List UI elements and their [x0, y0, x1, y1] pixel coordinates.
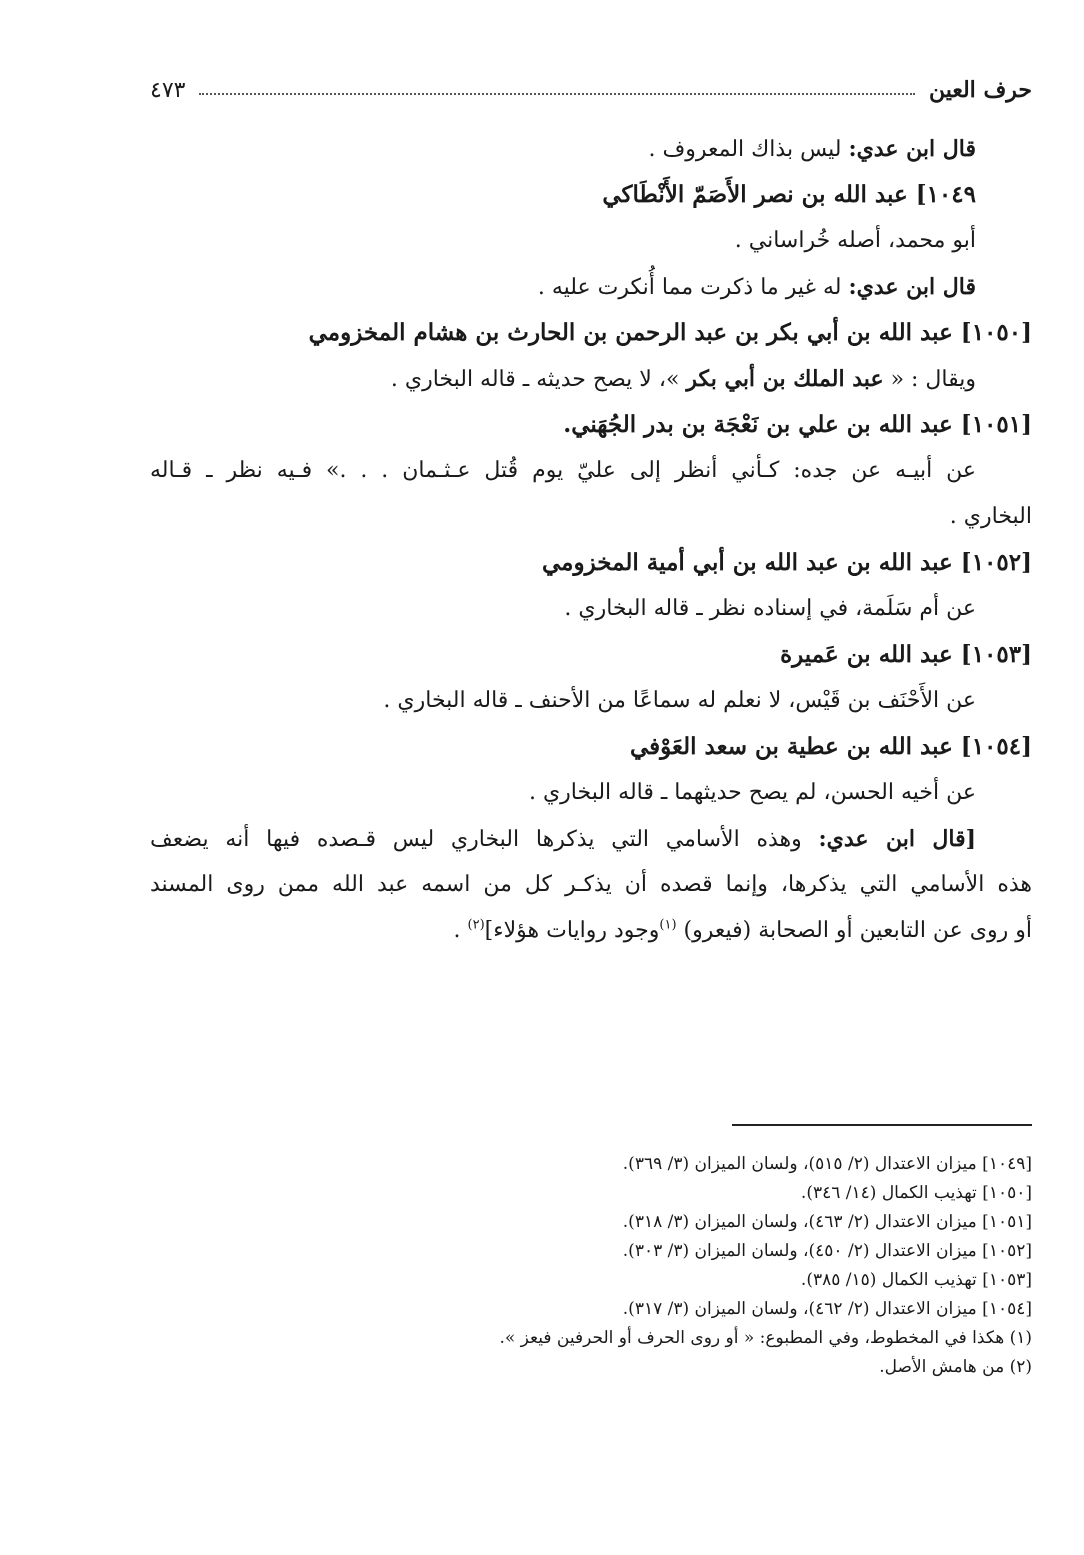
entry-heading-1054	[150, 724, 1032, 770]
text-line	[150, 264, 1032, 310]
line-text: وجود روايات هؤلاء]	[484, 918, 660, 943]
text-line	[150, 218, 1032, 264]
line-text: ويقال : «	[883, 367, 976, 392]
text-line	[150, 448, 1032, 494]
entry-heading-1053	[150, 632, 1032, 678]
line-text: عن الأَحْنَف بن قَيْس، لا نعلم له سماعًا من الأحنف ـ قاله البخاري .	[383, 688, 976, 713]
entry-heading-1051	[150, 402, 1032, 448]
entry-name: عبد الله بن عبد الله بن أبي أمية المخزومي	[541, 549, 961, 576]
entry-number: ١٠٥٣	[971, 641, 1022, 668]
text-line	[150, 494, 1032, 540]
entry-number: ١٠٥٢	[971, 549, 1022, 576]
footnote: [١٠٤٩] ميزان الاعتدال (٢/ ٥١٥)، ولسان الميزان (٣/ ٣٦٩).	[622, 1154, 1032, 1174]
entry-name: عبد الله بن عَميرة	[780, 641, 961, 668]
footnote: (١) هكذا في المخطوط، وفي المطبوع: « أو روى الحرف أو الحرفين فيعز ».	[499, 1328, 1032, 1348]
page-number: ٤٧٣	[150, 77, 186, 103]
entry-bracket-close: ]	[960, 733, 972, 760]
entry-number: ١٠٥١	[971, 411, 1022, 438]
footnote: [١٠٥٢] ميزان الاعتدال (٢/ ٤٥٠)، ولسان الميزان (٣/ ٣٠٣).	[622, 1241, 1032, 1261]
footnote: [١٠٥٠] تهذيب الكمال (١٤/ ٣٤٦).	[800, 1183, 1032, 1203]
entry-bracket-open: [	[1021, 549, 1032, 576]
footnotes	[150, 1150, 1032, 1382]
footnote-ref-2[interactable]: (٢)	[467, 917, 485, 933]
entry-name: عبد الله بن عطية بن سعد العَوْفي	[630, 733, 961, 760]
text-line	[150, 586, 1032, 632]
entry-heading-1052	[150, 540, 1032, 586]
entry-name: عبد الله بن أبي بكر بن عبد الرحمن بن الحارث بن هشام المخزومي	[308, 319, 961, 346]
text-line	[150, 126, 1032, 172]
entry-name: عبد الله بن نصر الأَصَمّ الأَنْطَاكي	[602, 181, 916, 208]
line-text: ليس بذاك المعروف .	[648, 137, 849, 162]
line-text: أبو محمد، أصله خُراساني .	[734, 228, 976, 253]
main-text	[150, 126, 1032, 954]
entry-heading-1050	[150, 310, 1032, 356]
line-text: عن أبيـه عن جده: كـأني أنظر إلى عليّ يوم قُتل عـثـمان . . .» فـيه نظر ـ قـاله	[150, 458, 976, 483]
text-line	[150, 356, 1032, 402]
text-line	[150, 908, 1032, 954]
entry-number: ١٠٥٤	[971, 733, 1022, 760]
line-text: عن أخيه الحسن، لم يصح حديثهما ـ قاله البخاري .	[528, 780, 976, 805]
entry-bracket-close: ]	[960, 411, 972, 438]
line-text: وهذه الأسامي التي يذكرها البخاري ليس قـصده فيها أنه يضعف	[150, 827, 819, 852]
footnote: [١٠٥٣] تهذيب الكمال (١٥/ ٣٨٥).	[800, 1270, 1032, 1290]
entry-number: ١٠٥٠	[971, 319, 1022, 346]
line-text: له غير ما ذكرت مما أُنكرت عليه .	[537, 275, 849, 300]
section-title: حرف العين	[928, 77, 1032, 103]
line-text: هذه الأسامي التي يذكرها، وإنما قصده أن يذكـر كل من اسمه عبد الله ممن روى المسند	[150, 872, 1032, 897]
alt-name: عبد الملك بن أبي بكر	[686, 366, 884, 392]
entry-name: عبد الله بن علي بن نَعْجَة بن بدر الجُهَني.	[563, 411, 961, 438]
footnote: (٢) من هامش الأصل.	[879, 1357, 1032, 1377]
footnote-separator	[732, 1124, 1032, 1126]
entry-bracket-close: ]	[960, 641, 972, 668]
line-text: عن أم سَلَمة، في إسناده نظر ـ قاله البخاري .	[564, 596, 976, 621]
entry-bracket-close: ]	[960, 549, 972, 576]
text-line	[150, 678, 1032, 724]
entry-bracket-open: [	[1021, 411, 1032, 438]
line-text: .	[453, 918, 468, 943]
line-text: »، لا يصح حديثه ـ قاله البخاري .	[390, 367, 687, 392]
footnote-ref-1[interactable]: (١)	[659, 917, 677, 933]
line-text: أو روى عن التابعين أو الصحابة (فيعرو)	[676, 918, 1032, 943]
running-head	[150, 74, 1032, 106]
entry-heading-1049	[150, 172, 1032, 218]
header-dotted-rule	[199, 93, 915, 95]
text-line	[150, 770, 1032, 816]
entry-bracket-open: [	[1021, 641, 1032, 668]
text-line	[150, 862, 1032, 908]
line-text: البخاري .	[949, 504, 1032, 529]
footnote: [١٠٥٤] ميزان الاعتدال (٢/ ٤٦٢)، ولسان الميزان (٣/ ٣١٧).	[622, 1299, 1032, 1319]
entry-bracket-open: [	[1021, 319, 1032, 346]
ibn-adi-label: قال ابن عدي:	[848, 136, 976, 162]
entry-number: ١٠٤٩	[926, 181, 976, 208]
ibn-adi-label: [قال ابن عدي:	[818, 826, 976, 852]
entry-bracket-close: ]	[960, 319, 972, 346]
text-line	[150, 816, 1032, 862]
entry-bracket-close: ]	[915, 181, 927, 208]
footnote: [١٠٥١] ميزان الاعتدال (٢/ ٤٦٣)، ولسان الميزان (٣/ ٣١٨).	[622, 1212, 1032, 1232]
entry-bracket-open: [	[1021, 733, 1032, 760]
ibn-adi-label: قال ابن عدي:	[848, 274, 976, 300]
